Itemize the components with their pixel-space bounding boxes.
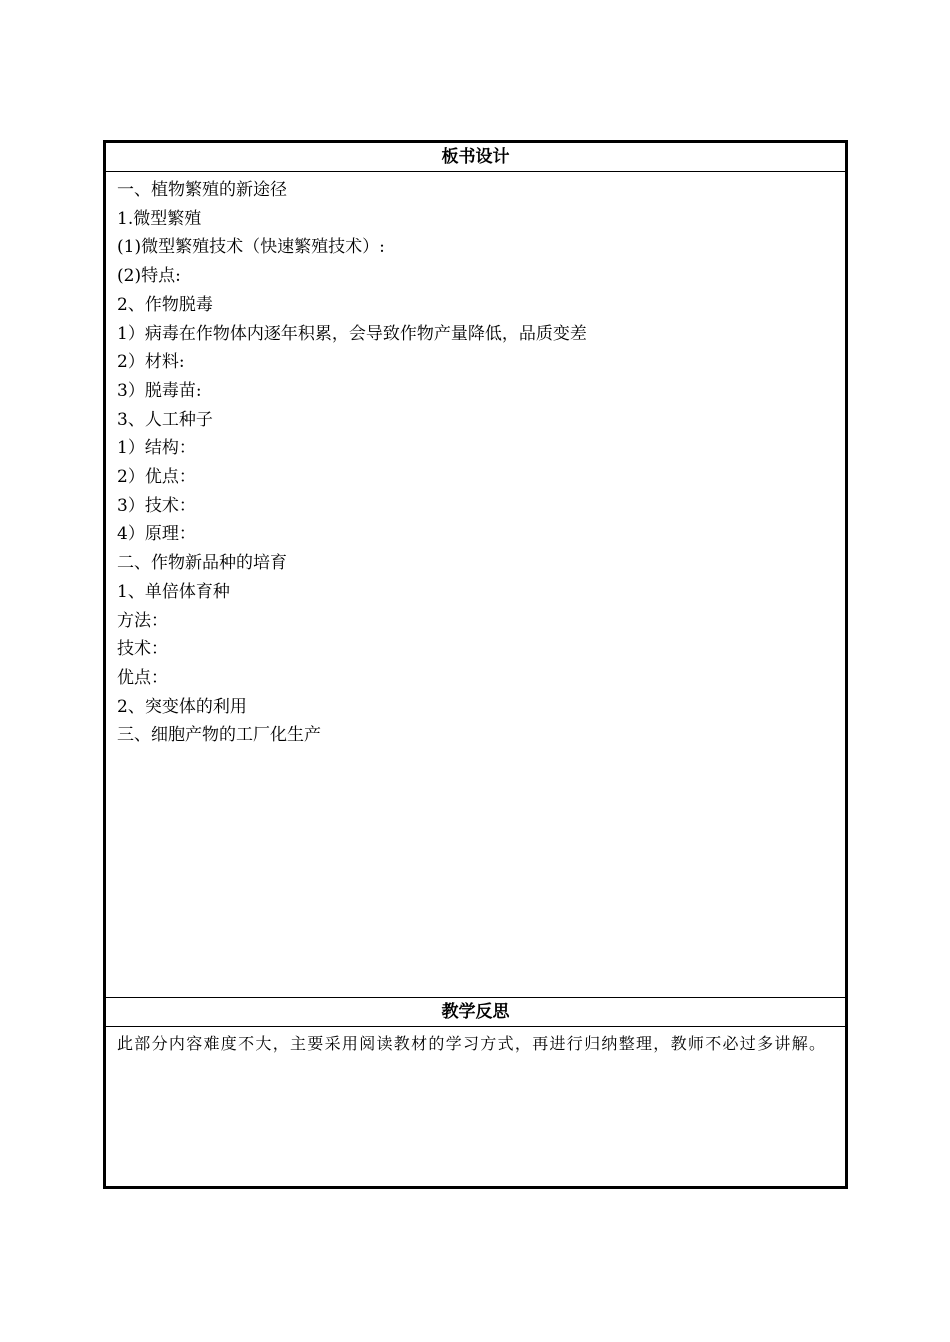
board-line: 优点： [117,667,168,688]
board-line: 技术： [117,639,168,660]
board-line: 一、植物繁殖的新途径 [117,180,287,200]
board-line: (1)微型繁殖技术（快速繁殖技术）: [117,237,385,258]
board-line: 4）原理： [117,524,196,545]
board-line: 3、人工种子 [117,409,213,430]
board-line: (2)特点: [117,266,181,287]
board-design-content [106,172,845,998]
board-line: 2）材料: [117,352,185,373]
board-line: 1、单倍体育种 [117,581,230,602]
board-line: 方法： [117,610,168,631]
lesson-plan-table [103,140,848,1189]
board-line: 3）脱毒苗: [117,380,202,401]
reflection-text: 此部分内容难度不大，主要采用阅读教材的学习方式，再进行归纳整理，教师不必过多讲解。 [117,1034,827,1053]
board-line: 1）病毒在作物体内逐年积累，会导致作物产量降低，品质变差 [117,323,587,344]
board-line: 1.微型繁殖 [117,208,202,229]
board-line: 1）结构： [117,438,196,459]
board-design-header: 板书设计 [106,143,845,172]
board-line: 2、突变体的利用 [117,696,247,717]
reflection-header: 教学反思 [106,998,845,1027]
board-line: 2）优点： [117,467,196,488]
board-line: 三、细胞产物的工厂化生产 [117,725,321,746]
board-line: 二、作物新品种的培育 [117,553,287,574]
board-line: 3）技术： [117,495,196,516]
board-line: 2、作物脱毒 [117,294,213,315]
